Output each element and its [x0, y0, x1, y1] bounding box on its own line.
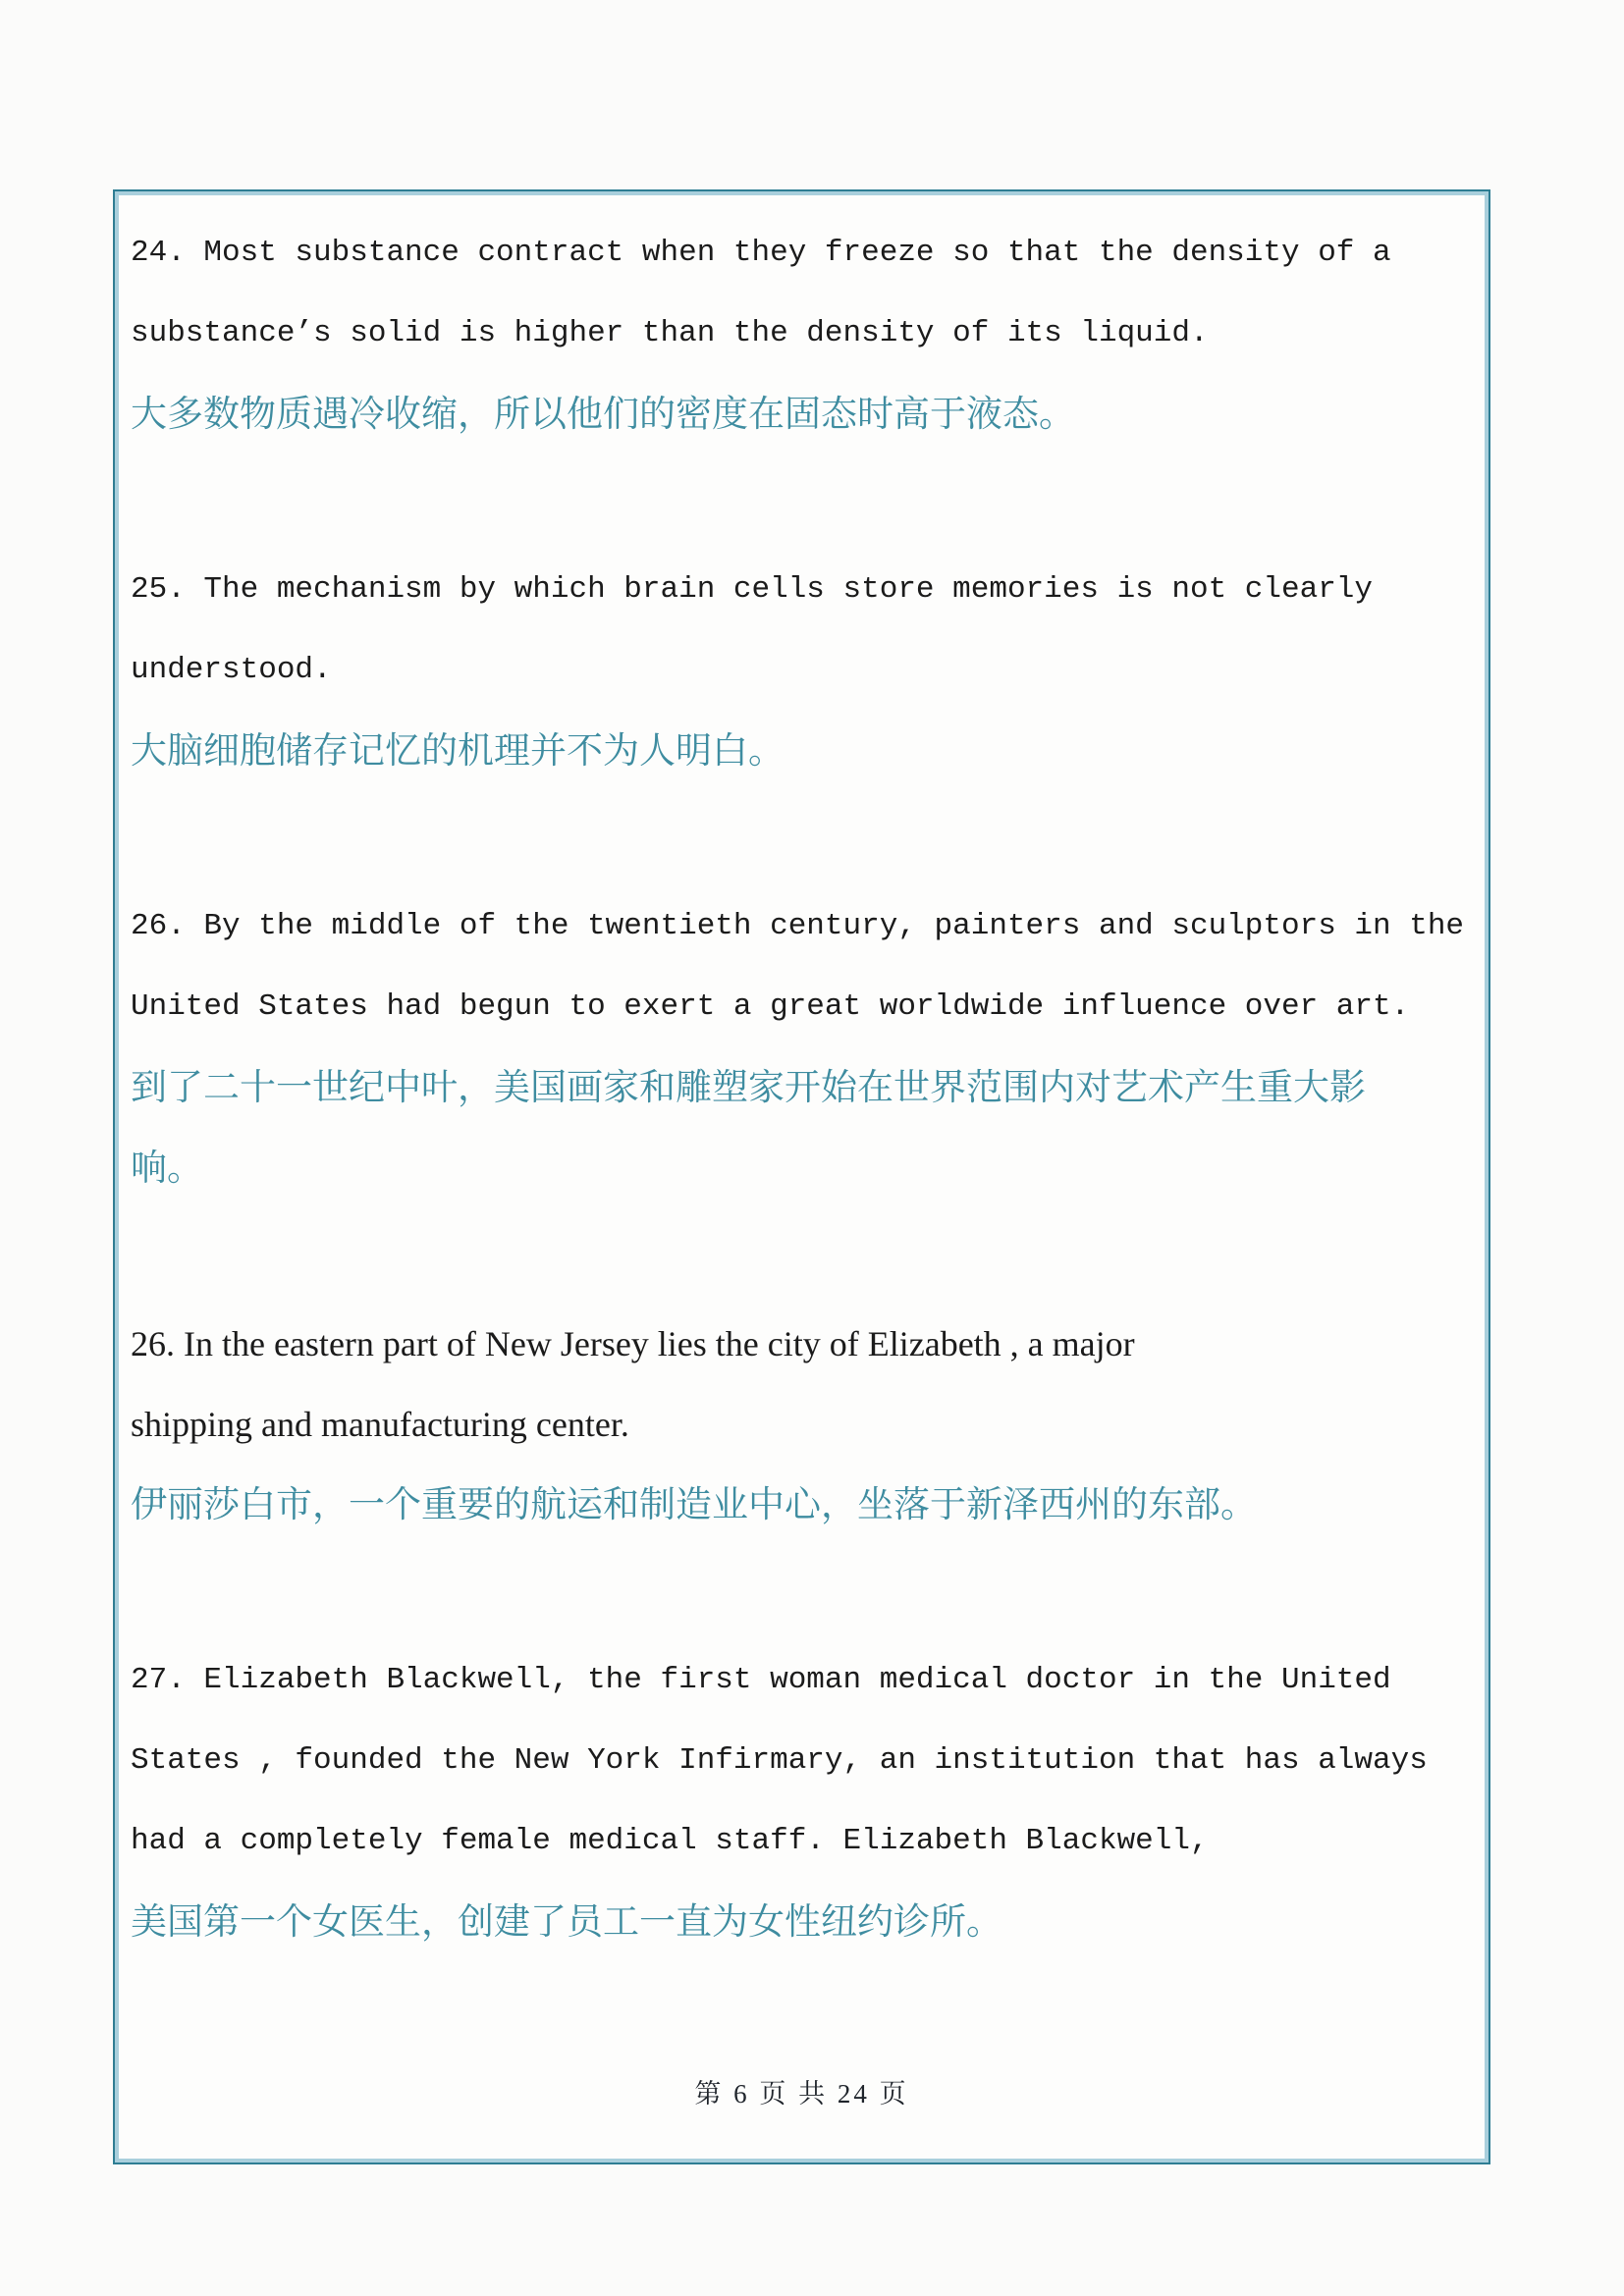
chinese-translation-line: 伊丽莎白市，一个重要的航运和制造业中心，坐落于新泽西州的东部。: [131, 1484, 1257, 1524]
english-sentence-line: had a completely female medical staff. Elizabeth Blackwell,: [131, 1824, 1209, 1858]
english-sentence-line: understood.: [131, 653, 332, 687]
english-sentence-line: 27. Elizabeth Blackwell, the first woman medical doctor in the United: [131, 1663, 1391, 1697]
english-sentence-line: 24. Most substance contract when they freeze so that the density of a: [131, 236, 1391, 270]
sentence-section-24: [131, 213, 1475, 454]
english-sentence-line: 26. In the eastern part of New Jersey lies the city of Elizabeth , a major: [131, 1324, 1135, 1363]
sentence-section-26: [131, 886, 1475, 1208]
chinese-translation-line: 大脑细胞储存记忆的机理并不为人明白。: [131, 730, 785, 771]
page-number-footer: 第 6 页 共 24 页: [694, 2079, 909, 2109]
english-sentence-line: United States had begun to exert a great worldwide influence over art.: [131, 989, 1410, 1024]
chinese-translation-line: 到了二十一世纪中叶，美国画家和雕塑家开始在世界范围内对艺术产生重大影: [131, 1067, 1366, 1107]
document-page-border: [113, 189, 1490, 2164]
chinese-translation-line: 大多数物质遇冷收缩，所以他们的密度在固态时高于液态。: [131, 394, 1075, 434]
english-sentence-line: shipping and manufacturing center.: [131, 1405, 629, 1444]
english-sentence-line: 25. The mechanism by which brain cells store memories is not clearly: [131, 572, 1374, 607]
chinese-translation-line: 美国第一个女医生，创建了员工一直为女性纽约诊所。: [131, 1901, 1002, 1942]
chinese-translation-line: 响。: [131, 1148, 203, 1188]
english-sentence-line: 26. By the middle of the twentieth century, painters and sculptors in the: [131, 909, 1465, 943]
english-sentence-line: States , founded the New York Infirmary, an institution that has always: [131, 1743, 1428, 1778]
sentence-section-26b: [131, 1304, 1475, 1545]
english-sentence-line: substance’s solid is higher than the density of its liquid.: [131, 316, 1209, 350]
sentence-section-27: [131, 1640, 1475, 1962]
sentence-section-25: [131, 550, 1475, 791]
document-content-area: [115, 191, 1489, 2163]
